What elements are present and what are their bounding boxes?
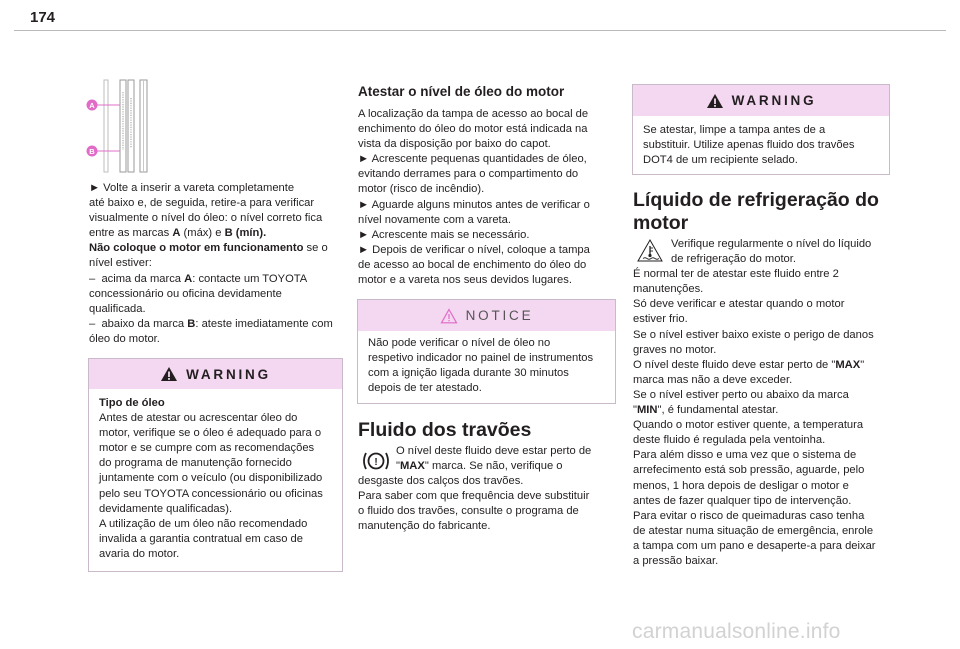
dipstick-line: concessionário ou oficina devidamente <box>89 287 282 300</box>
brake-line: desgaste dos calços dos travões. <box>358 475 524 488</box>
oil-dipstick-instructions <box>89 181 341 347</box>
notice-title: NOTICE <box>465 308 534 323</box>
coolant-line: estiver frio. <box>633 313 688 326</box>
coolant-line: de atestar numa situação de emergência, enrole <box>633 524 874 537</box>
coolant-heading-line-2: motor <box>633 212 689 234</box>
dipstick-illustration <box>82 78 162 174</box>
warning-line: invalida a garantia contratual em caso de <box>99 532 303 545</box>
coolant-line: deste fluido é regulada pela ventoinha. <box>633 434 826 447</box>
coolant-line: manutenções. <box>633 283 704 296</box>
warning-line: do programa de manutenção fornecido <box>99 457 292 470</box>
warning-line: Se atestar, limpe a tampa antes de a <box>643 124 826 136</box>
mark-a-ref-2: A <box>184 272 193 285</box>
notice-line: depois de ter atestado. <box>368 382 482 395</box>
watermark: carmanualsonline.info <box>632 620 841 643</box>
notice-line: com a ignição ligada durante 30 minutos <box>368 367 569 380</box>
warning-heading: Tipo de óleo <box>99 397 165 409</box>
coolant-line-max: O nível deste fluido deve estar perto de "MAX" <box>633 358 865 371</box>
warning-body <box>89 389 342 570</box>
warning-line: motor, verifique se o óleo é adequado para o <box>99 427 322 440</box>
dipstick-3 <box>140 80 147 172</box>
topup-line: ► Aguarde alguns minutos antes de verificar o <box>358 198 590 211</box>
coolant-line: de refrigeração do motor. <box>671 253 796 266</box>
brake-line: O nível deste fluido deve estar perto de <box>396 445 592 457</box>
topup-line: motor e a vareta nos seus devidos lugares. <box>358 274 572 287</box>
dipstick-2 <box>128 80 134 172</box>
coolant-line: Se o nível estiver baixo existe o perigo de danos <box>633 328 874 341</box>
warning-line: pelo seu TOYOTA concessionário ou oficinas <box>99 487 323 500</box>
notice-box <box>357 299 616 404</box>
brake-fluid-warning-box <box>632 84 890 175</box>
dipstick-1 <box>120 80 126 172</box>
svg-text:!: ! <box>374 457 378 468</box>
coolant-line: antes de fazer qualquer tipo de intervenção. <box>633 494 852 507</box>
notice-header <box>358 300 615 331</box>
warning-body-2 <box>633 116 889 176</box>
notice-line: Não pode verificar o nível de óleo no <box>368 337 551 349</box>
mark-a-label: A <box>89 101 95 110</box>
coolant-line: Só deve verificar e atestar quando o motor <box>633 298 845 311</box>
mark-b-label: B <box>89 147 95 156</box>
topup-line: ► Acrescente mais se necessário. <box>358 228 530 241</box>
coolant-line: Quando o motor estiver quente, a temperatura <box>633 419 864 432</box>
mark-b-ref: B (mín). <box>224 227 267 240</box>
dipstick-line: qualificada. <box>89 302 146 315</box>
coolant-line: arrefecimento está sob pressão, aguarde, pelo <box>633 464 865 477</box>
warning-line: avaria do motor. <box>99 547 180 560</box>
coolant-line: Para além disso e uma vez que o sistema de <box>633 449 857 462</box>
warning-triangle-icon <box>706 93 724 109</box>
below-mark-line: – abaixo da marca B: ateste imediatamente com <box>89 317 333 330</box>
brake-line-max: "MAX" marca. Se não, verifique o <box>396 460 563 473</box>
topup-line: de acesso ao bocal de enchimento do óleo do <box>358 258 587 271</box>
coolant-line: a pressão baixar. <box>633 554 719 567</box>
dipstick-line-marks: entre as marcas A (máx) e B (mín). <box>89 227 267 240</box>
notice-triangle-icon <box>440 308 458 324</box>
warning-line: juntamente com o veículo (ou disponibilizado <box>99 472 323 485</box>
warning-triangle-icon <box>160 366 178 382</box>
dipstick-line: visualmente o nível do óleo: o nível correto fica <box>89 212 323 225</box>
min-bold: MIN <box>636 404 658 417</box>
topup-line: evitando derrames para o compartimento do <box>358 168 579 181</box>
brake-line: Para saber com que frequência deve substituir <box>358 490 590 503</box>
topup-line: ► Acrescente pequenas quantidades de óleo, <box>358 153 587 166</box>
brake-line: o fluido dos travões, consulte o programa de <box>358 505 579 518</box>
brake-fluid-heading: Fluido dos travões <box>358 419 532 441</box>
coolant-line: a tampa com um pano e desaperte-a para deixar <box>633 539 876 552</box>
topup-line: motor (risco de incêndio). <box>358 183 485 196</box>
coolant-line-min: "MIN", é fundamental atestar. <box>633 404 779 417</box>
coolant-line: Verifique regularmente o nível do líquido <box>671 238 872 250</box>
oil-topup-heading: Atestar o nível de óleo do motor <box>358 84 565 99</box>
dipstick-line: ► Volte a inserir a vareta completamente <box>89 182 295 194</box>
coolant-line: marca mas não a deve exceder. <box>633 373 793 386</box>
coolant-line: menos, 1 hora depois de desligar o motor e <box>633 479 849 492</box>
warning-line: devidamente qualificadas). <box>99 502 233 515</box>
topup-line: ► Depois de verificar o nível, coloque a tampa <box>358 243 590 256</box>
topup-line: enchimento do óleo do motor está indicada na <box>358 123 588 136</box>
notice-body <box>358 331 615 404</box>
dipstick-4 <box>104 80 108 172</box>
coolant-heading-line-1: Líquido de refrigeração do <box>633 189 879 211</box>
warning-title-2: WARNING <box>731 93 817 108</box>
warning-line: motor e se cumpre com as recomendações <box>99 442 315 455</box>
brake-line: manutenção do fabricante. <box>358 520 491 533</box>
topup-line: A localização da tampa de acesso ao bocal de <box>358 108 589 120</box>
warning-line: Antes de atestar ou acrescentar óleo do <box>99 412 298 425</box>
above-mark-line: – acima da marca A: contacte um TOYOTA <box>89 272 308 285</box>
topup-line: vista da disposição por baixo do capot. <box>358 138 551 151</box>
coolant-heading <box>633 189 879 235</box>
mark-a-ref: A <box>172 227 181 240</box>
oil-type-warning-box <box>88 358 343 572</box>
do-not-start-bold: Não coloque o motor em funcionamento <box>89 242 304 255</box>
brake-fluid-text <box>358 444 620 535</box>
warning-line: DOT4 de um recipiente selado. <box>643 154 798 167</box>
warning-title: WARNING <box>186 366 271 382</box>
warning-line: substituir. Utilize apenas fluido dos travões <box>643 139 855 152</box>
notice-line: respetivo indicador no painel de instrumentos <box>368 352 594 365</box>
dipstick-line: óleo do motor. <box>89 332 160 345</box>
coolant-line: Se o nível estiver perto ou abaixo da marca <box>633 388 849 401</box>
mark-b-ref-2: B <box>187 317 196 330</box>
dipstick-line: nível estiver: <box>89 257 152 270</box>
dipstick-line: até baixo e, de seguida, retire-a para verificar <box>89 197 315 210</box>
page-number: 174 <box>30 9 56 26</box>
warning-header-2 <box>633 85 889 116</box>
do-not-start-line: Não coloque o motor em funcionamento se o <box>89 242 328 255</box>
coolant-line: graves no motor. <box>633 343 717 356</box>
oil-topup-instructions <box>358 107 610 288</box>
coolant-text <box>633 237 898 569</box>
warning-line: A utilização de um óleo não recomendado <box>99 517 308 530</box>
coolant-line: Para evitar o risco de queimaduras caso tenha <box>633 509 865 522</box>
warning-header <box>89 359 342 389</box>
header-rule <box>14 30 946 31</box>
coolant-line: É normal ter de atestar este fluido entre 2 <box>633 268 839 281</box>
max-bold: MAX <box>399 460 425 473</box>
max-bold-2: MAX <box>835 358 861 371</box>
topup-line: nível novamente com a vareta. <box>358 213 511 226</box>
